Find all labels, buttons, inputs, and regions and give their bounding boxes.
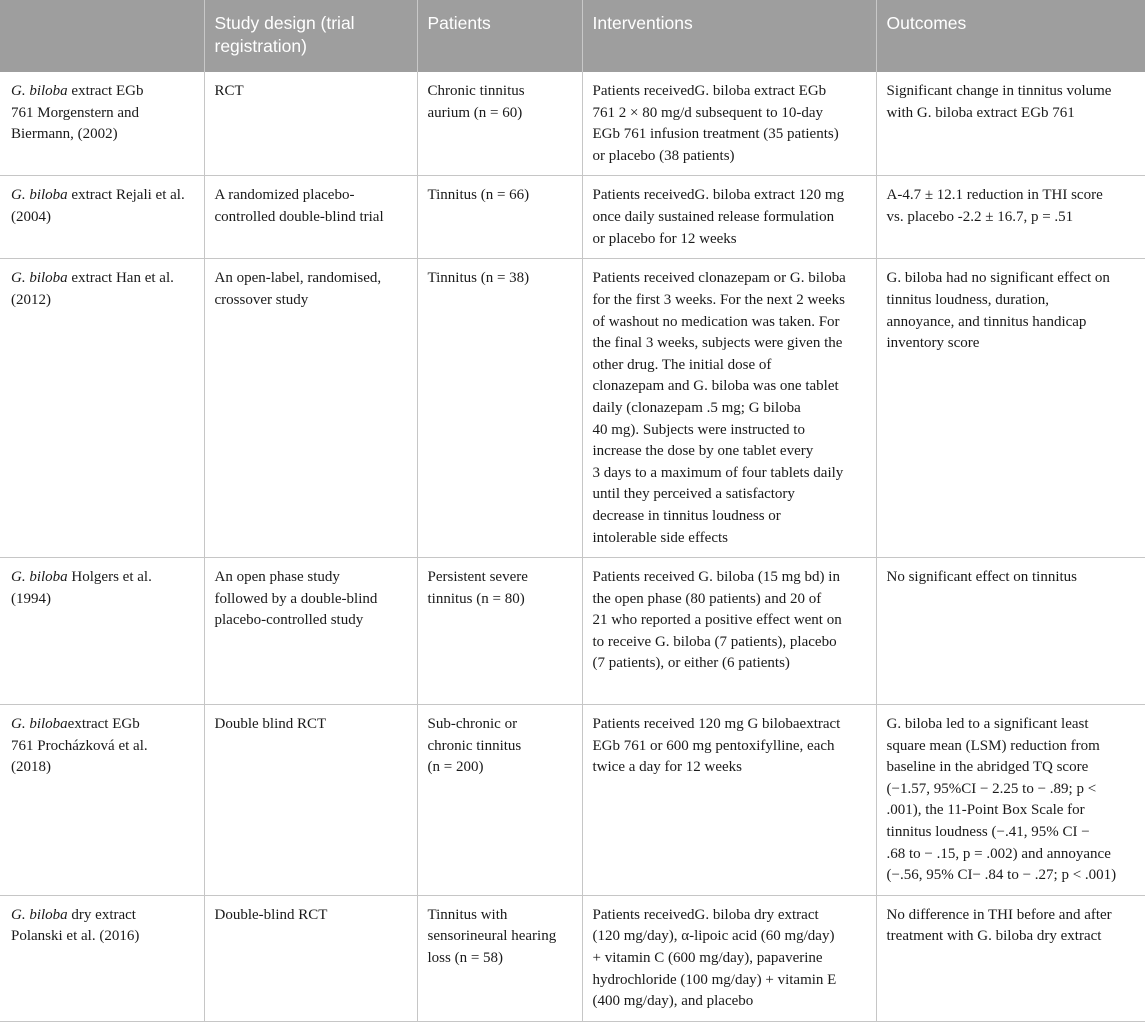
design-cell: An open phase study followed by a double-blind placebo-controlled study: [204, 558, 417, 705]
study-reference: dry extract Polanski et al. (2016): [11, 906, 140, 945]
design-cell: An open-label, randomised, crossover study: [204, 259, 417, 558]
table-row: [0, 259, 1145, 558]
study-cell: [0, 895, 204, 1021]
header-row: [0, 0, 1145, 72]
table-body: [0, 72, 1145, 1021]
outcomes-cell: No significant effect on tinnitus: [876, 558, 1145, 705]
patients-cell: Sub-chronic or chronic tinnitus (n = 200): [417, 705, 582, 896]
species-name: G. biloba: [11, 83, 68, 99]
study-reference: extract Rejali et al. (2004): [11, 187, 185, 225]
species-name: G. biloba: [11, 906, 68, 923]
study-cell: [0, 558, 204, 705]
design-cell: A randomized placebo- controlled double-blind trial: [204, 176, 417, 259]
outcomes-cell: G. biloba had no significant effect on tinnitus loudness, duration, annoyance, and tinnitus handicap inventory score: [876, 259, 1145, 558]
table-row: [0, 895, 1145, 1021]
patients-cell: Tinnitus (n = 66): [417, 176, 582, 259]
species-name: G. biloba: [11, 569, 68, 586]
study-reference: extract Han et al. (2012): [11, 270, 174, 308]
study-reference: Holgers et al. (1994): [11, 569, 152, 607]
interventions-cell: Patients received 120 mg G bilobaextract EGb 761 or 600 mg pentoxifylline, each twice a day for 12 weeks: [582, 705, 876, 896]
patients-cell: Chronic tinnitus aurium (n = 60): [417, 72, 582, 176]
interventions-cell: Patients receivedG. biloba extract 120 mg once daily sustained release formulation or placebo for 12 weeks: [582, 176, 876, 259]
patients-cell: Persistent severe tinnitus (n = 80): [417, 558, 582, 705]
species-name: G. biloba: [11, 270, 68, 287]
header-study: [0, 0, 204, 72]
table-row: [0, 176, 1145, 259]
table-row: [0, 705, 1145, 896]
species-name: G. biloba: [11, 187, 68, 204]
design-cell: Double-blind RCT: [204, 895, 417, 1021]
design-cell: RCT: [204, 72, 417, 176]
study-cell: [0, 72, 204, 176]
study-cell: [0, 705, 204, 896]
patients-cell: Tinnitus (n = 38): [417, 259, 582, 558]
header-study-design: Study design (trial registration): [204, 0, 417, 72]
table-header: [0, 0, 1145, 72]
header-outcomes: Outcomes: [876, 0, 1145, 72]
study-reference: extract EGb 761 Morgenstern and Biermann, (2002): [11, 83, 144, 143]
header-patients: Patients: [417, 0, 582, 72]
outcomes-cell: A-4.7 ± 12.1 reduction in THI score vs. placebo -2.2 ± 16.7, p = .51: [876, 176, 1145, 259]
outcomes-cell: G. biloba led to a significant least square mean (LSM) reduction from baseline in the abridged TQ score (−1.57, 95%CI − 2.25 to − .89; p < .001), the 11-Point Box Scale for tinnitus loudness (−.41, 95% CI − .68 to − .15, p = .002) and annoyance (−.56, 95% CI− .84 to − .27; p < .001): [876, 705, 1145, 896]
interventions-cell: Patients receivedG. biloba dry extract (120 mg/day), α-lipoic acid (60 mg/day) + vitamin C (600 mg/day), papaverine hydrochloride (100 mg/day) + vitamin E (400 mg/day), and placebo: [582, 895, 876, 1021]
study-cell: [0, 176, 204, 259]
design-cell: Double blind RCT: [204, 705, 417, 896]
patients-cell: Tinnitus with sensorineural hearing loss (n = 58): [417, 895, 582, 1021]
outcomes-cell: No difference in THI before and after treatment with G. biloba dry extract: [876, 895, 1145, 1021]
header-interventions: Interventions: [582, 0, 876, 72]
interventions-cell: Patients received G. biloba (15 mg bd) in the open phase (80 patients) and 20 of 21 who reported a positive effect went on to receive G. biloba (7 patients), placebo (7 patients), or either (6 patients): [582, 558, 876, 705]
table-row: [0, 72, 1145, 176]
interventions-cell: Patients received clonazepam or G. biloba for the first 3 weeks. For the next 2 weeks of washout no medication was taken. For the final 3 weeks, subjects were given the other drug. The initial dose of clonazepam and G. biloba was one tablet daily (clonazepam .5 mg; G biloba 40 mg). Subjects were instructed to increase the dose by one tablet every 3 days to a maximum of four tablets daily until they perceived a satisfactory decrease in tinnitus loudness or intolerable side effects: [582, 259, 876, 558]
interventions-cell: Patients receivedG. biloba extract EGb 761 2 × 80 mg/d subsequent to 10-day EGb 761 infusion treatment (35 patients) or placebo (38 patients): [582, 72, 876, 176]
outcomes-cell: Significant change in tinnitus volume with G. biloba extract EGb 761: [876, 72, 1145, 176]
species-name: G. biloba: [11, 716, 68, 733]
study-cell: [0, 259, 204, 558]
study-reference: extract EGb 761 Procházková et al. (2018): [11, 716, 148, 776]
table-row: [0, 558, 1145, 705]
